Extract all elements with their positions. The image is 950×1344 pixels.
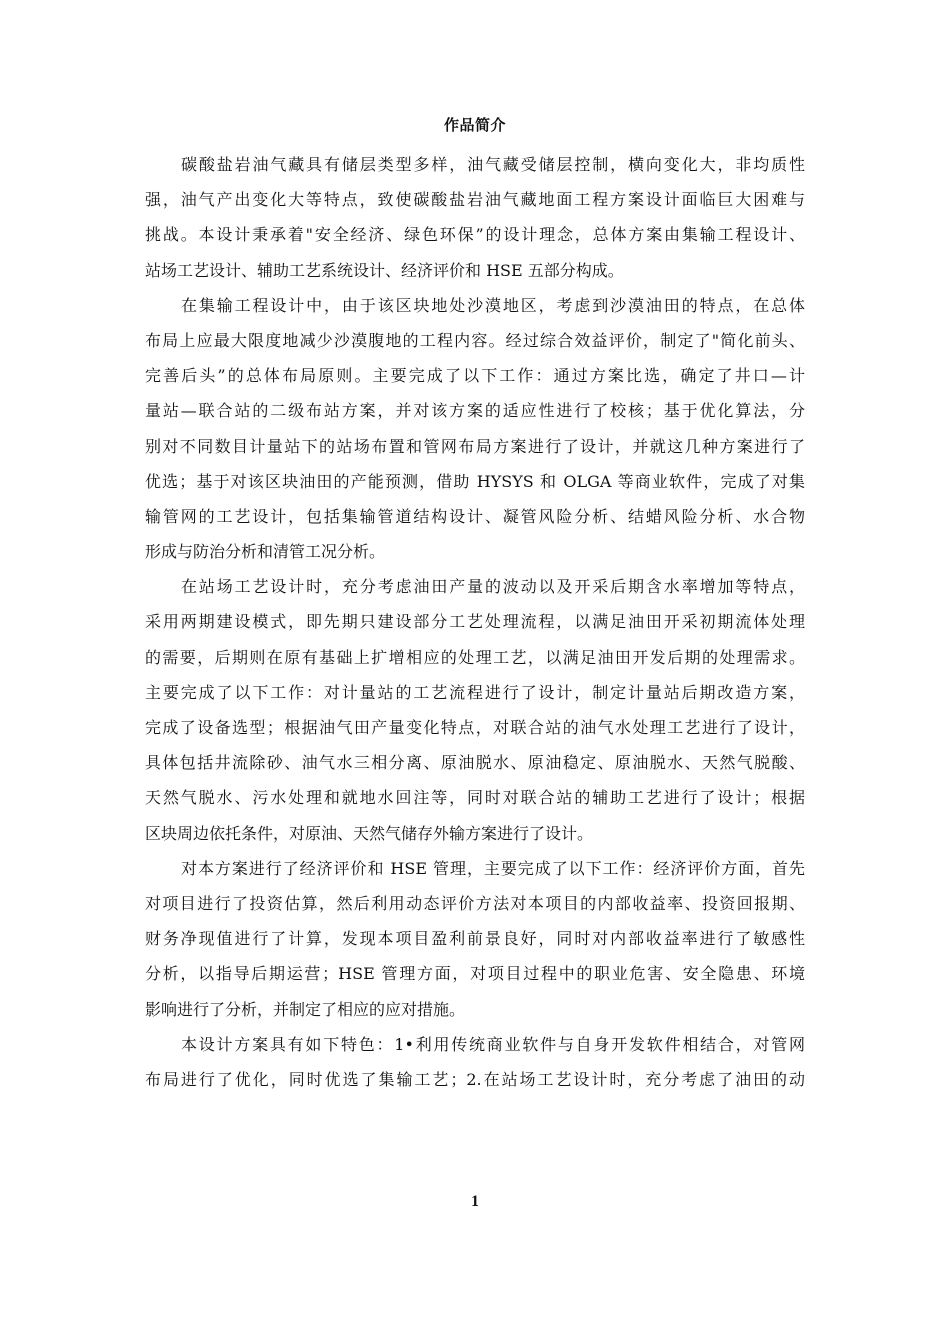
text-line: 强，油气产出变化大等特点，致使碳酸盐岩油气藏地面工程方案设计面临巨大困难与 bbox=[145, 190, 805, 210]
paragraph-station-design bbox=[145, 569, 805, 851]
document-body bbox=[145, 147, 805, 1097]
text-line: 主要完成了以下工作：对计量站的工艺流程进行了设计，制定计量站后期改造方案， bbox=[145, 682, 805, 702]
text-line: 对本方案进行了经济评价和 HSE 管理，主要完成了以下工作：经济评价方面，首先 bbox=[181, 858, 805, 878]
text-line: 采用两期建设模式，即先期只建设部分工艺处理流程，以满足油田开采初期流体处理 bbox=[145, 612, 805, 632]
paragraph-features bbox=[145, 1027, 805, 1097]
paragraph-economic-hse bbox=[145, 851, 805, 1027]
text-line: 对项目进行了投资估算，然后利用动态评价方法对本项目的内部收益率、投资回报期、 bbox=[145, 893, 805, 913]
text-line: 输管网的工艺设计，包括集输管道结构设计、凝管风险分析、结蜡风险分析、水合物 bbox=[145, 506, 805, 526]
text-line: 区块周边依托条件，对原油、天然气储存外输方案进行了设计。 bbox=[145, 823, 594, 843]
paragraph-intro bbox=[145, 147, 805, 288]
text-line: 完善后头”的总体布局原则。主要完成了以下工作：通过方案比选，确定了井口—计 bbox=[145, 366, 805, 386]
text-line: 具体包括井流除砂、油气水三相分离、原油脱水、原油稳定、原油脱水、天然气脱酸、 bbox=[145, 753, 805, 773]
text-line: 在站场工艺设计时，充分考虑油田产量的波动以及开采后期含水率增加等特点， bbox=[181, 577, 805, 597]
text-line: 挑战。本设计秉承着"安全经济、绿色环保”的设计理念，总体方案由集输工程设计、 bbox=[145, 225, 805, 245]
paragraph-gathering-design bbox=[145, 288, 805, 570]
text-line: 影响进行了分析，并制定了相应的应对措施。 bbox=[145, 999, 466, 1019]
text-line: 在集输工程设计中，由于该区块地处沙漠地区，考虑到沙漠油田的特点，在总体 bbox=[181, 295, 805, 315]
text-line: 本设计方案具有如下特色：1•利用传统商业软件与自身开发软件相结合，对管网 bbox=[181, 1034, 805, 1054]
text-line: 分析，以指导后期运营；HSE 管理方面，对项目过程中的职业危害、安全隐患、环境 bbox=[145, 964, 805, 984]
text-line: 优选；基于对该区块油田的产能预测，借助 HYSYS 和 OLGA 等商业软件，完成了对集 bbox=[145, 471, 805, 491]
text-line: 站场工艺设计、辅助工艺系统设计、经济评价和 HSE 五部分构成。 bbox=[145, 260, 624, 280]
text-line: 布局上应最大限度地减少沙漠腹地的工程内容。经过综合效益评价，制定了"简化前头、 bbox=[145, 330, 805, 350]
page-number: 1 bbox=[471, 1193, 479, 1210]
text-line: 碳酸盐岩油气藏具有储层类型多样，油气藏受储层控制，横向变化大，非均质性 bbox=[181, 155, 805, 174]
text-line: 天然气脱水、污水处理和就地水回注等，同时对联合站的辅助工艺进行了设计；根据 bbox=[145, 788, 805, 808]
text-line: 布局进行了优化，同时优选了集输工艺；2.在站场工艺设计时，充分考虑了油田的动 bbox=[145, 1069, 805, 1089]
text-line: 完成了设备选型；根据油气田产量变化特点，对联合站的油气水处理工艺进行了设计， bbox=[145, 718, 805, 737]
text-line: 别对不同数目计量站下的站场布置和管网布局方案进行了设计，并就这几种方案进行了 bbox=[145, 436, 805, 456]
text-line: 财务净现值进行了计算，发现本项目盈利前景良好，同时对内部收益率进行了敏感性 bbox=[145, 929, 805, 949]
document-title: 作品简介 bbox=[443, 116, 506, 134]
text-line: 形成与防治分析和清管工况分析。 bbox=[145, 542, 386, 562]
text-line: 量站—联合站的二级布站方案，并对该方案的适应性进行了校核；基于优化算法，分 bbox=[145, 401, 805, 421]
text-line: 的需要，后期则在原有基础上扩增相应的处理工艺，以满足油田开发后期的处理需求。 bbox=[145, 647, 805, 667]
